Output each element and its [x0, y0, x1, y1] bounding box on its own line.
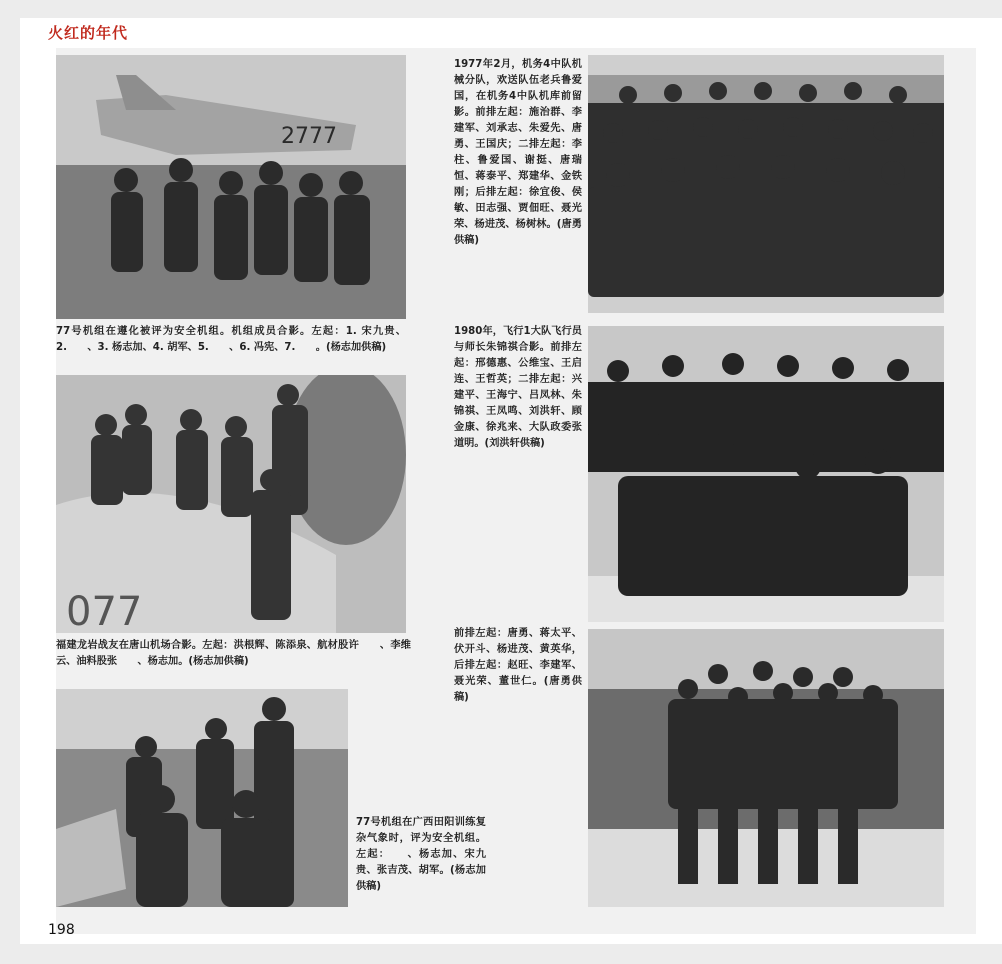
- photo-outdoor-group-image: [588, 629, 944, 907]
- photo-guangxi-crew: [56, 689, 348, 907]
- caption-photo6: 前排左起：唐勇、蒋太平、伏开斗、杨进茂、黄英华，后排左起：赵旺、李建军、聂光荣、董世仁。(唐勇供稿): [454, 628, 582, 703]
- photo-crew-with-jet-image: [56, 55, 406, 319]
- magazine-page: [20, 18, 1002, 944]
- photo-panel: [56, 48, 976, 934]
- photo-1980-pilots-image: [588, 326, 944, 622]
- caption-photo1: 77号机组在遵化被评为安全机组。机组成员合影。左起：1. 宋九贵、2. 、3. 杨志加、4. 胡军、5. 、6. 冯宪、7. 。(杨志加供稿): [56, 326, 406, 353]
- photo-1977-group-image: [588, 55, 944, 313]
- caption-photo4: 1977年2月，机务4中队机械分队，欢送队伍老兵鲁爱国，在机务4中队机库前留影。前排左起：施治群、李建军、刘承志、朱爱先、唐勇、王国庆；二排左起：李柱、鲁爱国、谢挺、唐瑞恒、蒋泰平、郑建华、金铁刚；后排左起：徐宜俊、侯敏、田志强、贾佃旺、聂光荣、杨进茂、杨树林。(唐勇供稿): [454, 59, 582, 246]
- photo-guangxi-crew-image: [56, 689, 348, 907]
- plane-number-text-2: 077: [66, 589, 143, 633]
- photo-1980-pilots: [588, 326, 944, 622]
- photo-fujian-comrades-image: [56, 375, 406, 633]
- plane-number-text: 2777: [281, 124, 337, 149]
- photo-crew-with-jet: [56, 55, 406, 319]
- caption-photo3: 77号机组在广西田阳训练复杂气象时，评为安全机组。左起： 、杨志加、宋九贵、张吉茂、胡军。(杨志加供稿): [356, 817, 486, 892]
- section-title: 火红的年代: [48, 24, 129, 42]
- photo-1977-group: [588, 55, 944, 313]
- photo-outdoor-group: [588, 629, 944, 907]
- photo-fujian-comrades: [56, 375, 406, 633]
- page-number: 198: [48, 922, 75, 938]
- caption-photo5: 1980年，飞行1大队飞行员与师长朱锦祺合影。前排左起：邢德惠、公维宝、王启连、王哲英；二排左起：兴建平、王海宁、吕凤林、朱锦祺、王凤鸣、刘洪轩、顾金康、徐兆来、大队政委张道明。(刘洪轩供稿): [454, 326, 582, 449]
- caption-photo2: 福建龙岩战友在唐山机场合影。左起：洪根辉、陈添泉、航材股许 、李维云、油料股张 、杨志加。(杨志加供稿): [56, 640, 411, 667]
